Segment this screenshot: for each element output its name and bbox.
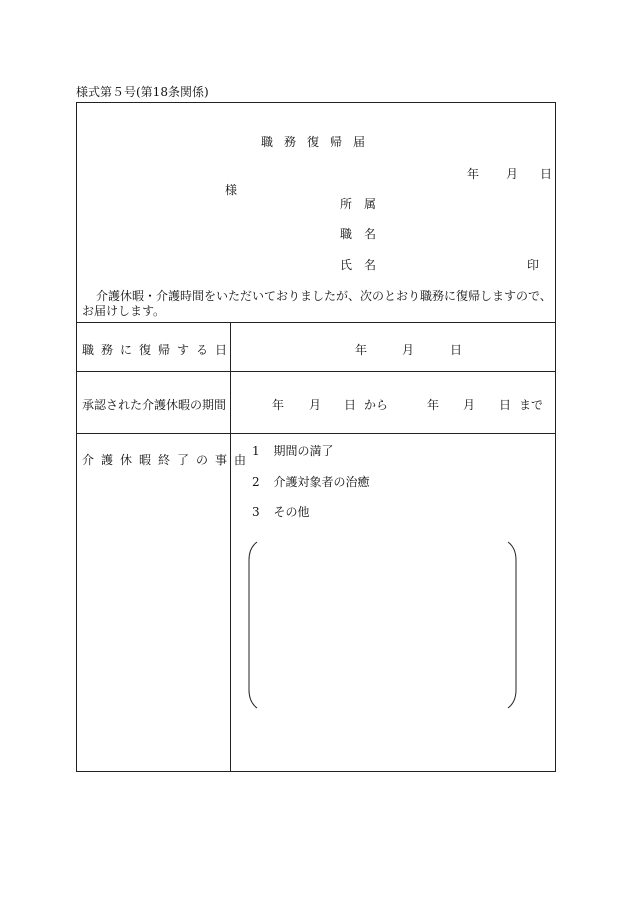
reason-option-1[interactable] <box>252 442 333 459</box>
row-divider-period <box>76 433 556 434</box>
date-month-label[interactable]: 月 <box>506 167 519 181</box>
row-divider-return-date <box>76 371 556 372</box>
seal-label: 印 <box>527 258 540 272</box>
reason-option-number: 1 <box>252 444 260 458</box>
period-to-day[interactable]: 日 <box>499 398 512 412</box>
row-divider-header <box>76 322 556 323</box>
addressee-suffix: 様 <box>225 183 238 197</box>
return-date-year[interactable]: 年 <box>355 343 368 357</box>
return-date-month[interactable]: 月 <box>402 343 415 357</box>
date-year-label[interactable]: 年 <box>467 167 480 181</box>
period-from-year[interactable]: 年 <box>272 398 285 412</box>
period-from-suffix: から <box>364 398 389 412</box>
period-from-month[interactable]: 月 <box>309 398 322 412</box>
notice-text: 介護休暇・介護時間をいただいておりましたが、次のとおり職務に復帰しますので、お届けします。 <box>82 289 552 318</box>
reason-option-text: 介護対象者の治癒 <box>273 475 370 489</box>
position-label: 職 名 <box>340 227 377 241</box>
right-bracket <box>508 542 516 708</box>
period-to-suffix: まで <box>519 398 544 412</box>
reason-option-text: 期間の満了 <box>273 444 334 458</box>
form-title: 職務復帰届 <box>261 135 377 149</box>
date-day-label[interactable]: 日 <box>540 167 553 181</box>
reason-option-2[interactable] <box>252 473 369 490</box>
other-reason-bracket[interactable] <box>245 540 520 712</box>
affiliation-label: 所 属 <box>340 197 377 211</box>
return-date-label: 職務に復帰する日 <box>82 343 235 357</box>
period-from-day[interactable]: 日 <box>344 398 357 412</box>
reason-option-3[interactable] <box>252 503 309 520</box>
approved-period-label: 承認された介護休暇の期間 <box>82 398 227 412</box>
period-to-year[interactable]: 年 <box>427 398 440 412</box>
end-reason-label: 介護休暇終了の事由 <box>82 453 254 467</box>
reason-option-text: その他 <box>273 505 310 519</box>
return-date-day[interactable]: 日 <box>450 343 463 357</box>
reason-option-number: 3 <box>252 505 260 519</box>
period-to-month[interactable]: 月 <box>463 398 476 412</box>
form-caption: 様式第５号(第18条関係) <box>76 85 209 99</box>
reason-option-number: 2 <box>252 475 260 489</box>
name-label: 氏 名 <box>340 258 377 272</box>
column-divider <box>230 322 231 772</box>
left-bracket <box>249 542 257 708</box>
